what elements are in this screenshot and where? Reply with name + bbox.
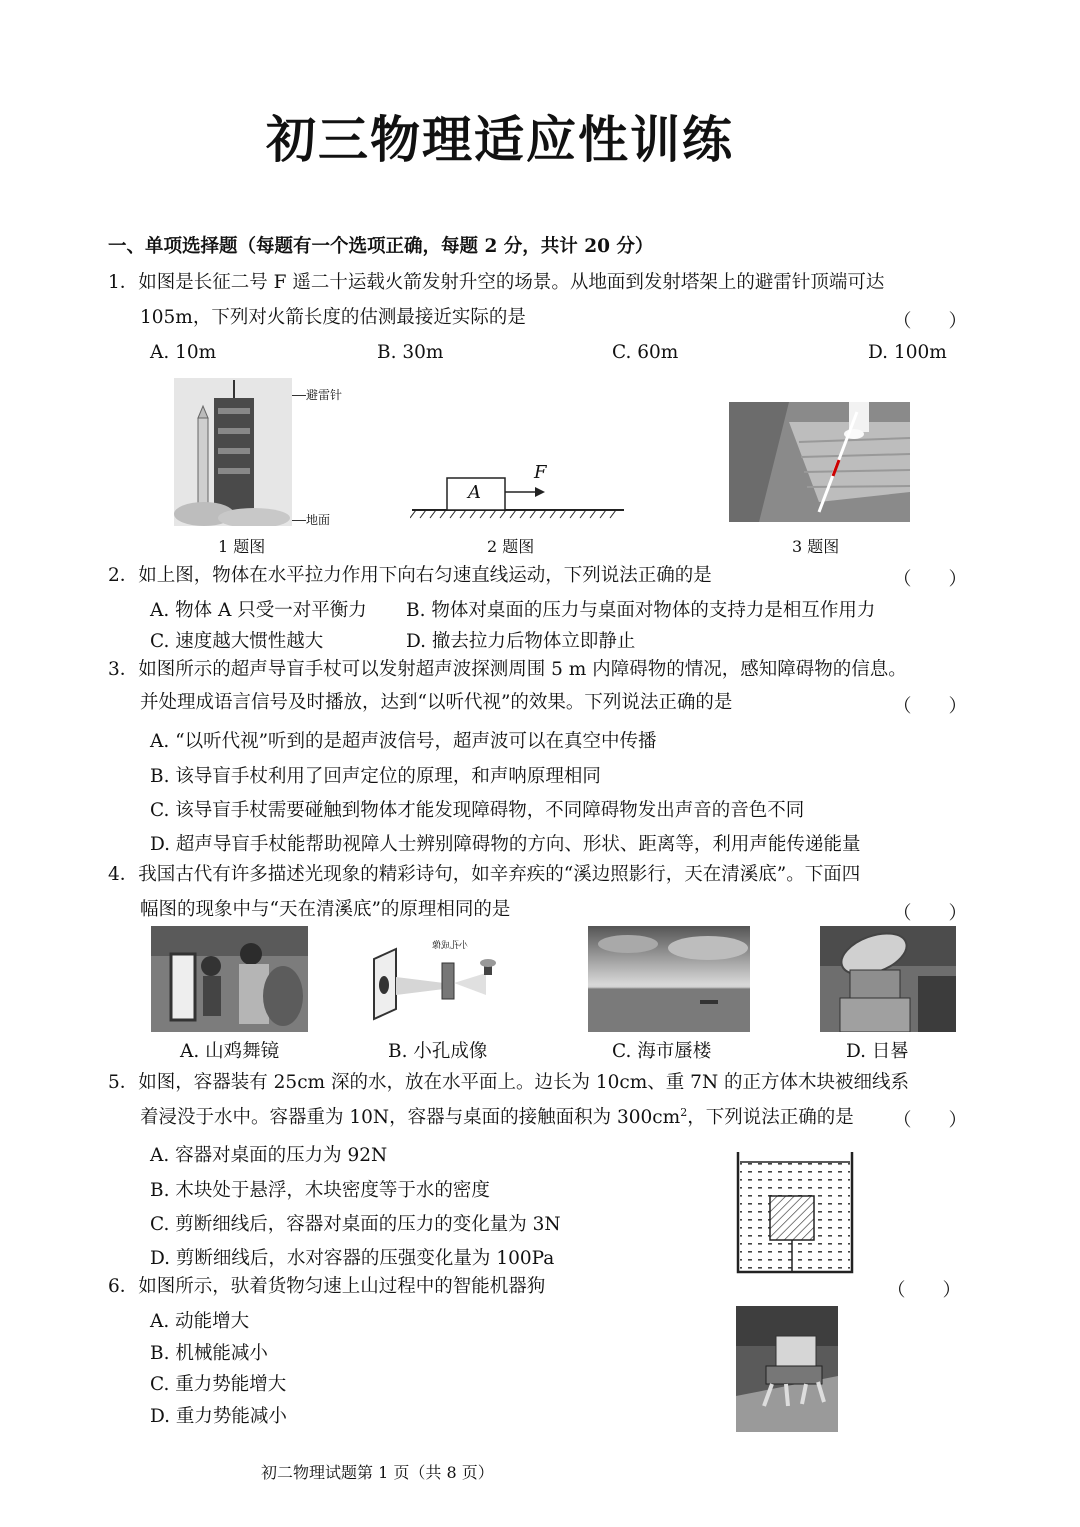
q2-option-c: C. 速度越大惯性越大 [150,631,324,652]
page-title: 初三物理适应性训练 [266,111,734,169]
q1-option-a: A. 10m [150,342,217,363]
sundial-image [820,926,956,1032]
ground-pointer [292,520,306,521]
q5-option-c: C. 剪断细线后，容器对桌面的压力的变化量为 3N [150,1214,561,1235]
fig2-caption: 2 题图 [487,537,535,556]
q2-option-a: A. 物体 A 只受一对平衡力 [150,600,367,621]
q5-option-a: A. 容器对桌面的压力为 92N [150,1145,388,1166]
q6-option-b: B. 机械能减小 [150,1343,268,1364]
q3-answer-paren: （ ） [893,696,968,717]
q3-option-c: C. 该导盲手杖需要碰触到物体才能发现障碍物，不同障碍物发出声音的音色不同 [150,800,805,821]
q6-option-a: A. 动能增大 [150,1311,250,1332]
q1-option-b: B. 30m [377,342,444,363]
force-label: F [534,462,547,483]
q5-stem-line2-tail: ，下列说法正确的是 [687,1107,854,1129]
label-lightning-rod: 避雷针 [306,388,343,402]
robot-dog-photo [736,1306,838,1432]
q1-option-c: C. 60m [612,342,679,363]
q3-stem-line2: 并处理成语言信号及时播放，达到“以听代视”的效果。下列说法正确的是 [140,692,733,713]
q4-stem-line1: 4．我国古代有许多描述光现象的精彩诗句，如辛弃疾的“溪边照影行，天在清溪底”。下面四 [108,864,861,885]
q2-option-b: B. 物体对桌面的压力与桌面对物体的支持力是相互作用力 [406,600,876,621]
q4-stem-line2: 幅图的现象中与“天在清溪底”的原理相同的是 [140,899,511,920]
q5-unit-superscript: 2 [680,1106,688,1119]
q4-option-c: C. 海市蜃楼 [612,1041,712,1062]
water-container-diagram [736,1152,854,1274]
q1-answer-paren: （ ） [893,311,968,332]
ultrasonic-cane-photo [729,402,910,522]
q5-stem-line1: 5．如图，容器装有 25cm 深的水，放在水平面上。边长为 10cm、重 7N 的正方体木块被细线系 [108,1072,910,1093]
q5-stem-line2 [140,1106,854,1129]
q2-answer-paren: （ ） [893,569,968,590]
rocket-launch-photo [174,378,292,526]
lightning-rod-pointer [292,395,306,396]
q2-stem: 2．如上图，物体在水平拉力作用下向右匀速直线运动，下列说法正确的是 [108,565,712,586]
q6-option-c: C. 重力势能增大 [150,1374,287,1395]
q4-option-d: D. 日晷 [846,1041,909,1062]
q4-option-a: A. 山鸡舞镜 [180,1041,280,1062]
q3-option-d: D. 超声导盲手杖能帮助视障人士辨别障碍物的方向、形状、距离等，利用声能传递能量 [150,834,861,855]
q1-stem-line1: 1．如图是长征二号 F 遥二十运载火箭发射升空的场景。从地面到发射塔架上的避雷针顶端可达 [108,272,885,293]
q5-stem-line2-text: 着浸没于水中。容器重为 10N，容器与桌面的接触面积为 300cm [140,1107,681,1129]
mirage-image [588,926,750,1032]
q5-answer-paren: （ ） [893,1110,968,1131]
page-footer: 初二物理试题第 1 页（共 8 页） [261,1463,494,1482]
q3-stem-line1: 3．如图所示的超声导盲手杖可以发射超声波探测周围 5 m 内障碍物的情况，感知障碍物的信息。 [108,659,907,680]
pinhole-label: 小孔成像 [432,941,469,951]
q2-option-d: D. 撤去拉力后物体立即静止 [406,631,636,652]
pinhole-imaging-image [370,943,510,1031]
q5-option-d: D. 剪断细线后，水对容器的压强变化量为 100Pa [150,1248,555,1269]
q6-answer-paren: （ ） [887,1280,962,1301]
q1-option-d: D. 100m [868,342,947,363]
section-heading: 一、单项选择题（每题有一个选项正确，每题 2 分，共计 20 分） [108,236,654,257]
fig1-caption: 1 题图 [218,537,266,556]
block-label: A [468,482,481,503]
q1-stem-line2: 105m，下列对火箭长度的估测最接近实际的是 [140,307,526,328]
fig3-caption: 3 题图 [792,537,840,556]
q4-answer-paren: （ ） [893,903,968,924]
mountain-chicken-mirror-image [151,926,308,1032]
q3-option-a: A. “以听代视”听到的是超声波信号，超声波可以在真空中传播 [150,731,657,752]
q4-option-b: B. 小孔成像 [388,1041,488,1062]
q6-option-d: D. 重力势能减小 [150,1406,287,1427]
q3-option-b: B. 该导盲手杖利用了回声定位的原理，和声呐原理相同 [150,766,601,787]
q6-stem: 6．如图所示，驮着货物匀速上山过程中的智能机器狗 [108,1276,546,1297]
q5-option-b: B. 木块处于悬浮，木块密度等于水的密度 [150,1180,490,1201]
label-ground: 地面 [306,513,331,527]
block-force-diagram [410,460,626,520]
